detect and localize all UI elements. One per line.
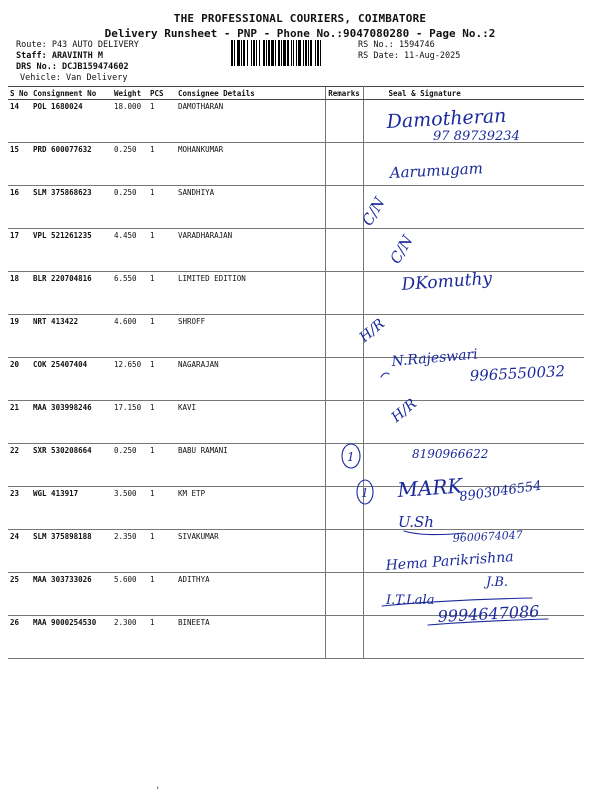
row24-phone: 9600674047: [452, 528, 524, 545]
col-consignment: Consignment No: [31, 87, 112, 100]
barcode-bar: [231, 40, 233, 66]
rs-no-label: RS No.: 1594746: [358, 40, 435, 50]
row-sno: 14: [8, 100, 31, 143]
row23-phone: 8903046554: [458, 478, 543, 505]
pcs: 1: [148, 229, 176, 272]
vehicle-label: Vehicle: Van Delivery: [20, 73, 128, 83]
barcode: [230, 40, 352, 66]
pcs: 1: [148, 444, 176, 487]
remarks-cell: [325, 186, 363, 229]
row-sno: 26: [8, 616, 31, 659]
barcode-bar: [237, 40, 240, 66]
row-sno: 25: [8, 573, 31, 616]
weight: 12.650: [112, 358, 148, 401]
table-row: [8, 272, 584, 315]
stray-mark: ': [155, 786, 161, 796]
row-sno: 16: [8, 186, 31, 229]
row-sno: 22: [8, 444, 31, 487]
table-row: [8, 229, 584, 272]
weight: 6.550: [112, 272, 148, 315]
barcode-bar: [251, 40, 252, 66]
barcode-bar: [234, 40, 235, 66]
barcode-bar: [320, 40, 321, 66]
col-seal: Seal & Signature: [363, 87, 584, 100]
col-pcs: PCS: [148, 87, 176, 100]
remarks-cell: [325, 530, 363, 573]
table-row: [8, 530, 584, 573]
seal-signature-cell: [363, 401, 584, 444]
row16-mark: C/N: [358, 194, 389, 229]
row20-signature: N.Rajeswari: [390, 346, 479, 370]
barcode-bar: [296, 40, 297, 66]
remarks-cell: [325, 229, 363, 272]
pcs: 1: [148, 186, 176, 229]
barcode-bar: [315, 40, 316, 66]
table-row: [8, 315, 584, 358]
consignee-name: NAGARAJAN: [176, 358, 325, 401]
row23-circle-text: 1: [361, 486, 369, 500]
remarks-cell: [325, 143, 363, 186]
barcode-bar: [281, 40, 282, 66]
consignee-name: ADITHYA: [176, 573, 325, 616]
rs-date-label: RS Date: 11-Aug-2025: [358, 51, 461, 61]
barcode-bar: [298, 40, 301, 66]
barcode-bar: [283, 40, 286, 66]
consignee-name: SIVAKUMAR: [176, 530, 325, 573]
col-consignee: Consignee Details: [176, 87, 325, 100]
barcode-bar: [278, 40, 280, 66]
row19-mark: H/R: [356, 315, 388, 346]
row22-phone: 8190966622: [412, 447, 489, 461]
weight: 5.600: [112, 573, 148, 616]
table-row: [8, 358, 584, 401]
weight: 17.150: [112, 401, 148, 444]
consignment-no: MAA 303998246: [31, 401, 112, 444]
consignment-no: WGL 413917: [31, 487, 112, 530]
remarks-cell: [325, 616, 363, 659]
consignment-no: MAA 9000254530: [31, 616, 112, 659]
consignment-no: SLM 375868623: [31, 186, 112, 229]
consignee-name: VARADHARAJAN: [176, 229, 325, 272]
row18-signature: DKomuthy: [400, 268, 493, 295]
barcode-bar: [241, 40, 242, 66]
row25-initials: J.B.: [486, 575, 509, 590]
col-sno: S No: [8, 87, 31, 100]
remarks-cell: [325, 358, 363, 401]
barcode-bar: [287, 40, 289, 66]
route-label: Route: P43 AUTO DELIVERY: [16, 40, 139, 50]
barcode-bar: [259, 40, 260, 66]
row-sno: 19: [8, 315, 31, 358]
seal-signature-cell: [363, 530, 584, 573]
weight: 3.500: [112, 487, 148, 530]
consignment-no: POL 1680024: [31, 100, 112, 143]
barcode-bar: [291, 40, 292, 66]
weight: 18.000: [112, 100, 148, 143]
remarks-cell: [325, 272, 363, 315]
consignee-name: BABU RAMANI: [176, 444, 325, 487]
consignment-no: MAA 303733026: [31, 573, 112, 616]
barcode-bar: [293, 40, 294, 66]
row20-phone: 9965550032: [469, 362, 566, 385]
staff-label: Staff: ARAVINTH M: [16, 51, 103, 61]
barcode-bar: [247, 40, 248, 66]
consignment-no: PRD 600077632: [31, 143, 112, 186]
weight: 4.600: [112, 315, 148, 358]
seal-signature-cell: [363, 143, 584, 186]
consignment-no: BLR 220704816: [31, 272, 112, 315]
seal-signature-cell: [363, 186, 584, 229]
weight: 2.350: [112, 530, 148, 573]
row21-mark: H/R: [388, 395, 420, 426]
seal-signature-cell: [363, 616, 584, 659]
table-header-row: [8, 87, 584, 100]
row-sno: 17: [8, 229, 31, 272]
consignment-no: NRT 413422: [31, 315, 112, 358]
table-row: [8, 487, 584, 530]
row-sno: 21: [8, 401, 31, 444]
row25-signature: Hema Parikrishna: [385, 549, 515, 574]
weight: 0.250: [112, 444, 148, 487]
row-sno: 23: [8, 487, 31, 530]
consignee-name: KAVI: [176, 401, 325, 444]
table-row: [8, 616, 584, 659]
row-sno: 15: [8, 143, 31, 186]
barcode-bar: [275, 40, 276, 66]
col-weight: Weight: [112, 87, 148, 100]
weight: 4.450: [112, 229, 148, 272]
remarks-cell: [325, 100, 363, 143]
barcode-bar: [305, 40, 307, 66]
row-sno: 20: [8, 358, 31, 401]
barcode-bar: [266, 40, 267, 66]
pcs: 1: [148, 315, 176, 358]
row14-signature: Damotheran: [386, 104, 507, 133]
barcode-bar: [263, 40, 265, 66]
pcs: 1: [148, 401, 176, 444]
consignee-name: DAMOTHARAN: [176, 100, 325, 143]
consignee-name: SHROFF: [176, 315, 325, 358]
page-subtitle: Delivery Runsheet - PNP - Phone No.:9047080280 - Page No.:2: [104, 27, 496, 40]
pcs: 1: [148, 358, 176, 401]
barcode-bar: [253, 40, 255, 66]
seal-signature-cell: [363, 315, 584, 358]
pcs: 1: [148, 100, 176, 143]
consignment-no: SXR 530208664: [31, 444, 112, 487]
row14-phone: 97 89739234: [433, 129, 520, 144]
seal-signature-cell: [363, 358, 584, 401]
consignee-name: SANDHIYA: [176, 186, 325, 229]
table-row: [8, 444, 584, 487]
pcs: 1: [148, 143, 176, 186]
barcode-bar: [308, 40, 309, 66]
consignee-name: BINEETA: [176, 616, 325, 659]
col-remarks: Remarks: [325, 87, 363, 100]
seal-signature-cell: [363, 272, 584, 315]
remarks-cell: [325, 315, 363, 358]
pcs: 1: [148, 530, 176, 573]
consignment-no: SLM 375898188: [31, 530, 112, 573]
row-sno: 18: [8, 272, 31, 315]
consignment-no: COK 25407404: [31, 358, 112, 401]
seal-signature-cell: [363, 100, 584, 143]
weight: 0.250: [112, 143, 148, 186]
pcs: 1: [148, 487, 176, 530]
weight: 0.250: [112, 186, 148, 229]
barcode-bar: [310, 40, 312, 66]
remarks-cell: [325, 573, 363, 616]
row15-signature: Aarumugam: [389, 159, 484, 182]
consignee-name: KM ETP: [176, 487, 325, 530]
remarks-cell: [325, 401, 363, 444]
pcs: 1: [148, 616, 176, 659]
table-row: [8, 573, 584, 616]
barcode-bar: [243, 40, 245, 66]
page-title: THE PROFESSIONAL COURIERS, COIMBATORE: [173, 12, 427, 25]
row17-mark: C/N: [386, 232, 417, 267]
row-sno: 24: [8, 530, 31, 573]
row26-phone: 9994647086: [437, 601, 540, 626]
table-row: [8, 186, 584, 229]
row23-signature: MARK: [396, 473, 464, 502]
remarks-cell: [325, 444, 363, 487]
seal-signature-cell: [363, 573, 584, 616]
row26-signature: I.T.Lala: [386, 593, 435, 608]
barcode-bar: [256, 40, 257, 66]
runsheet-table: [8, 86, 584, 659]
consignee-name: LIMITED EDITION: [176, 272, 325, 315]
table-row: [8, 143, 584, 186]
consignee-name: MOHANKUMAR: [176, 143, 325, 186]
drs-label: DRS No.: DCJB159474602: [16, 62, 129, 72]
table-row: [8, 401, 584, 444]
barcode-bar: [268, 40, 270, 66]
row24-signature: U.Sh: [398, 513, 434, 531]
barcode-bar: [317, 40, 319, 66]
barcode-bar: [303, 40, 304, 66]
row22-circle-text: 1: [347, 450, 355, 464]
pcs: 1: [148, 573, 176, 616]
seal-signature-cell: [363, 229, 584, 272]
pcs: 1: [148, 272, 176, 315]
weight: 2.300: [112, 616, 148, 659]
consignment-no: VPL 521261235: [31, 229, 112, 272]
remarks-cell: [325, 487, 363, 530]
table-row: [8, 100, 584, 143]
seal-signature-cell: [363, 487, 584, 530]
seal-signature-cell: [363, 444, 584, 487]
barcode-bar: [271, 40, 274, 66]
